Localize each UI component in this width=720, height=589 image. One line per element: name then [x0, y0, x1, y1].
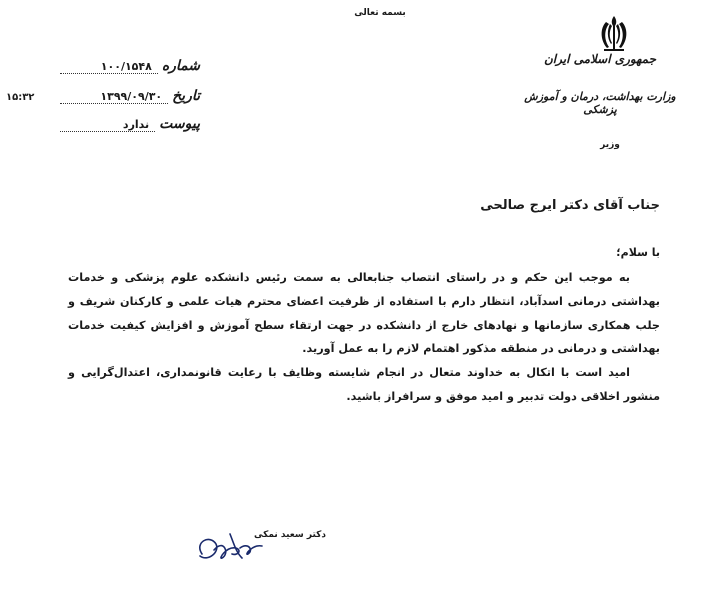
letter-number-row	[60, 52, 200, 74]
ministry-title: وزارت بهداشت، درمان و آموزش پزشکی	[524, 90, 676, 116]
letter-number-value: ۱۰۰/۱۵۴۸	[60, 60, 158, 74]
office-title: وزیر	[600, 140, 620, 150]
letter-attachment-row	[60, 110, 200, 132]
signature-icon	[190, 524, 270, 570]
addressee: جناب آقای دکتر ایرج صالحی	[480, 198, 660, 213]
iran-emblem-icon	[592, 14, 636, 54]
letter-date-row	[60, 82, 200, 104]
letter-date-label: تاریخ	[172, 88, 200, 104]
bismillah: بسمه تعالی	[354, 8, 406, 18]
greeting: با سلام؛	[616, 246, 660, 259]
republic-title: جمهوری اسلامی ایران	[543, 52, 657, 66]
signer-name: دکتر سعید نمکی	[254, 530, 326, 540]
letter-time: ۱۵:۳۲	[6, 92, 35, 103]
letter-number-label: شماره	[161, 58, 200, 74]
letter-date-value: ۱۳۹۹/۰۹/۳۰	[60, 90, 168, 104]
letter-attachment-label: پیوست	[159, 116, 200, 132]
letter-attachment-value: ندارد	[60, 118, 155, 132]
body-paragraph-2: امید است با اتکال به خداوند متعال در انجام شایسته وظایف با رعایت قانونمداری، اعتدال‌گرایی و منشور اخلاقی دولت تدبیر و امید موفق و سرافراز باشید.	[68, 366, 660, 403]
letter-body	[68, 266, 660, 409]
body-paragraph-1: به موجب این حکم و در راستای انتصاب جنابعالی به سمت رئیس دانشکده علوم پزشکی و خدمات بهداشتی درمانی اسدآباد، انتظار دارم با استفاده از ظرفیت اعضای محترم هیات علمی و کارکنان شریف و جلب همکاری سازمانها و نهادهای خارج از دانشکده در جهت ارتقاء سطح آموزش و افزایش کیفیت خدمات بهداشتی و درمانی در منطقه مذکور اهتمام لازم را به عمل آورید.	[68, 271, 660, 356]
